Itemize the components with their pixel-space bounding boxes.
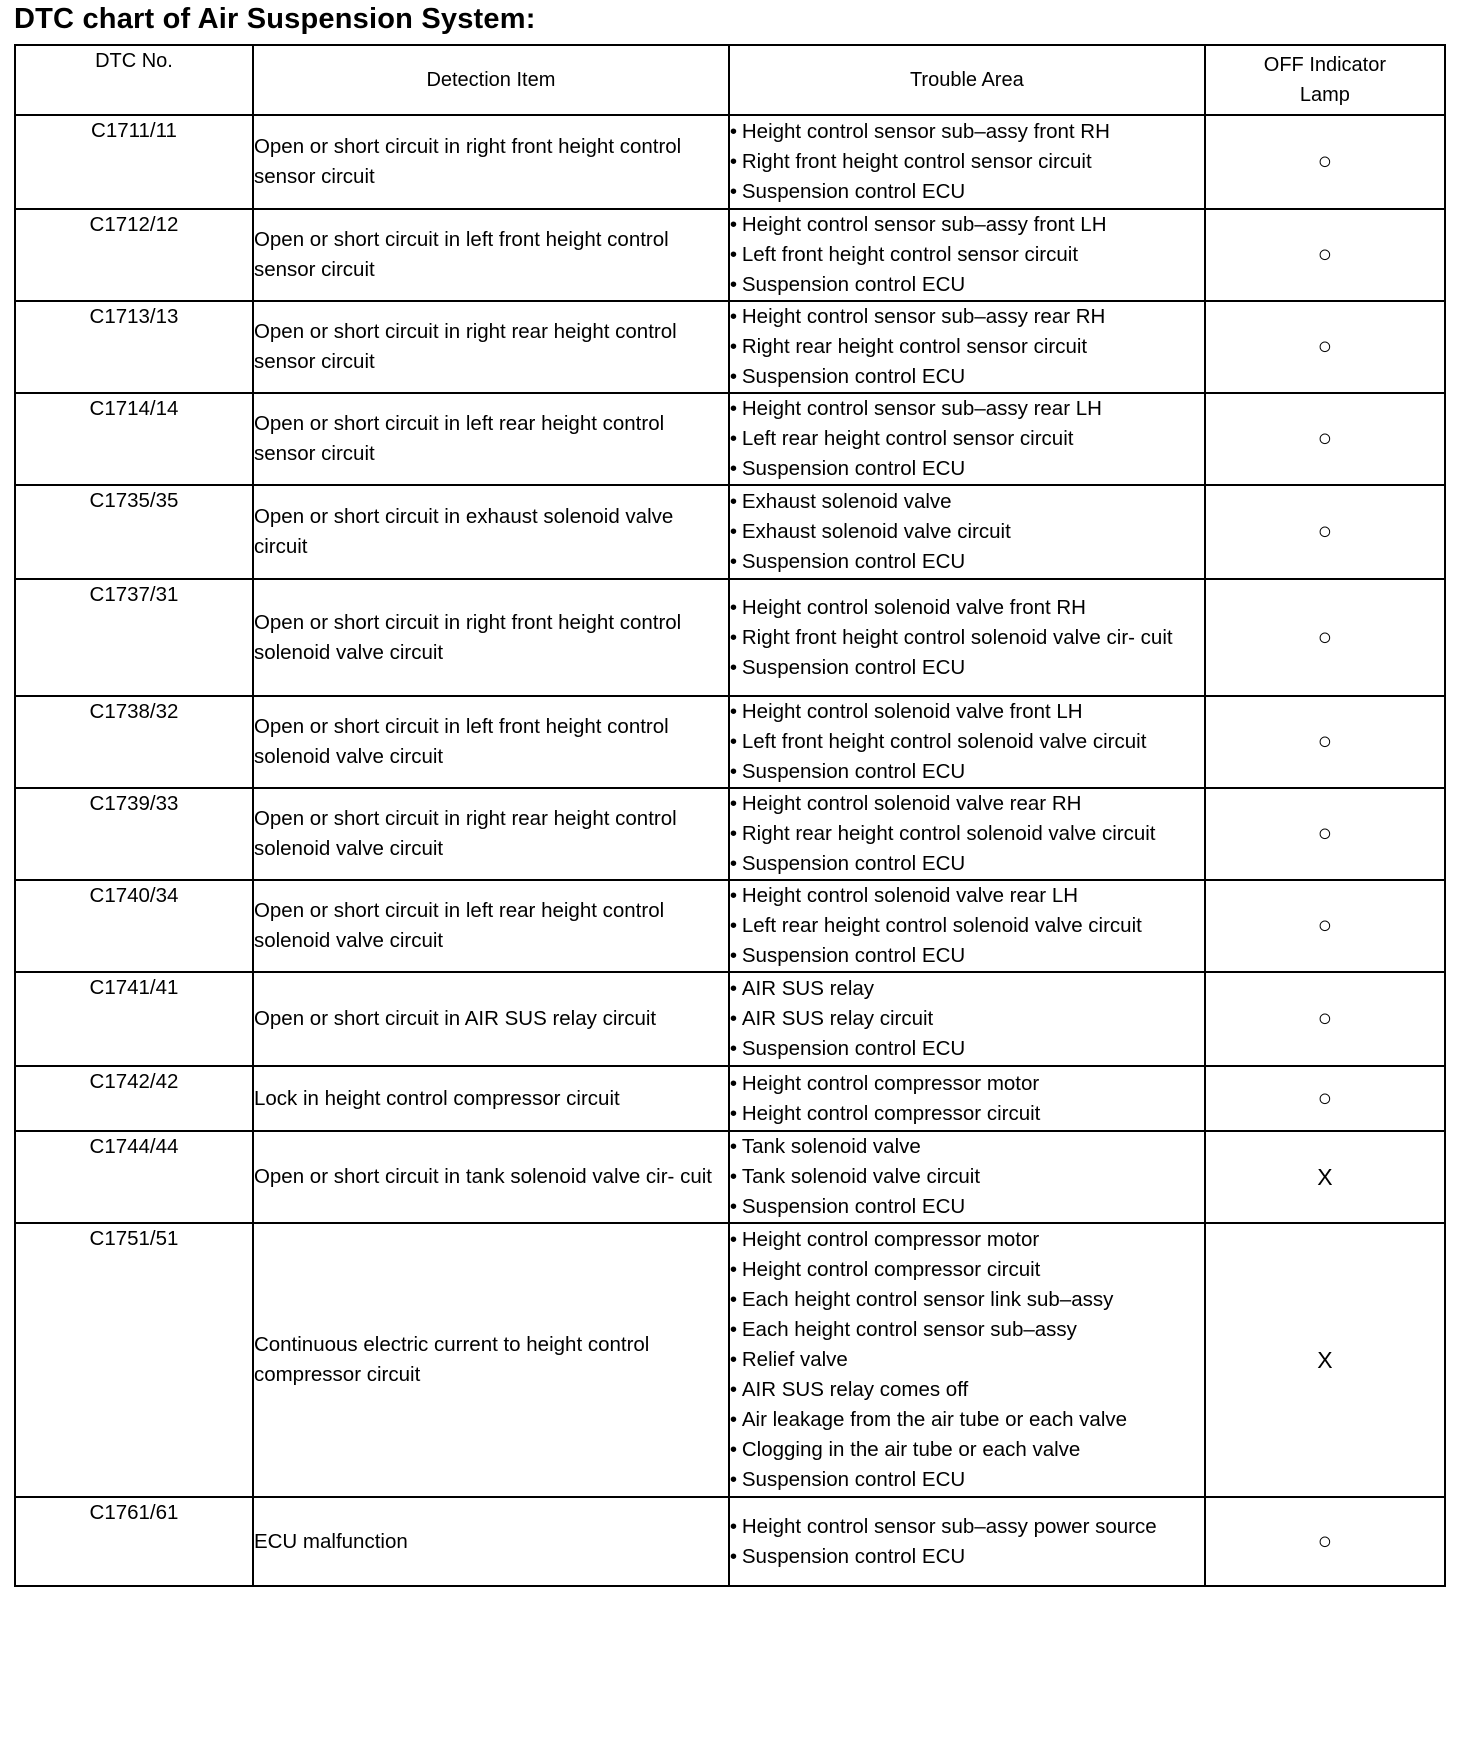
trouble-area-cell — [729, 972, 1205, 1066]
trouble-area-item: • Height control compressor motor — [730, 1225, 1204, 1255]
off-indicator-lamp-cell — [1205, 972, 1445, 1066]
table-row — [15, 115, 1445, 209]
lamp-off-x-mark: X — [1317, 1346, 1333, 1373]
trouble-area-cell — [729, 485, 1205, 579]
detection-item-cell: Open or short circuit in left front height control sensor circuit — [253, 209, 729, 301]
off-indicator-lamp-cell — [1205, 880, 1445, 972]
dtc-code-cell: C1737/31 — [15, 579, 253, 696]
detection-item-cell: Open or short circuit in tank solenoid valve cir- cuit — [253, 1131, 729, 1223]
trouble-area-list — [730, 210, 1204, 300]
trouble-area-cell — [729, 1223, 1205, 1497]
detection-item-cell: Open or short circuit in right rear height control solenoid valve circuit — [253, 788, 729, 880]
trouble-area-cell — [729, 1497, 1205, 1586]
lamp-on-circle-mark: ○ — [1317, 518, 1333, 545]
trouble-area-item: • Height control sensor sub–assy front LH — [730, 210, 1204, 240]
trouble-area-cell — [729, 209, 1205, 301]
trouble-area-item: • Each height control sensor link sub–assy — [730, 1285, 1204, 1315]
trouble-area-item: • Air leakage from the air tube or each valve — [730, 1405, 1204, 1435]
detection-item-cell: Open or short circuit in right front height control solenoid valve circuit — [253, 579, 729, 696]
header-off-indicator-lamp — [1205, 45, 1445, 115]
trouble-area-item: • Right rear height control solenoid valve circuit — [730, 819, 1204, 849]
off-indicator-lamp-cell — [1205, 579, 1445, 696]
trouble-area-item: • Height control sensor sub–assy front RH — [730, 117, 1204, 147]
header-detection-item: Detection Item — [253, 45, 729, 115]
trouble-area-item: • Right front height control sensor circuit — [730, 147, 1204, 177]
table-row — [15, 393, 1445, 485]
dtc-code-cell: C1739/33 — [15, 788, 253, 880]
table-row — [15, 1131, 1445, 1223]
page-title: DTC chart of Air Suspension System: — [14, 3, 536, 35]
dtc-code-cell: C1744/44 — [15, 1131, 253, 1223]
trouble-area-cell — [729, 1131, 1205, 1223]
trouble-area-item: • Height control solenoid valve front LH — [730, 697, 1204, 727]
lamp-on-circle-mark: ○ — [1317, 623, 1333, 651]
trouble-area-cell — [729, 579, 1205, 696]
off-indicator-lamp-cell — [1205, 696, 1445, 788]
dtc-code-cell: C1712/12 — [15, 209, 253, 301]
trouble-area-item: • Left front height control sensor circuit — [730, 240, 1204, 270]
trouble-area-list — [730, 1132, 1204, 1222]
trouble-area-cell — [729, 788, 1205, 880]
detection-item-cell: Lock in height control compressor circuit — [253, 1066, 729, 1131]
trouble-area-item: • AIR SUS relay circuit — [730, 1004, 1204, 1034]
trouble-area-item: • Height control compressor circuit — [730, 1255, 1204, 1285]
header-dtc-no: DTC No. — [15, 45, 253, 115]
table-row — [15, 1223, 1445, 1497]
lamp-on-circle-mark: ○ — [1317, 1084, 1333, 1112]
off-indicator-lamp-cell — [1205, 1223, 1445, 1497]
trouble-area-list — [730, 697, 1204, 787]
off-indicator-lamp-cell — [1205, 1497, 1445, 1586]
detection-item-cell: Open or short circuit in right front height control sensor circuit — [253, 115, 729, 209]
trouble-area-list — [730, 881, 1204, 971]
table-row — [15, 485, 1445, 579]
trouble-area-cell — [729, 880, 1205, 972]
detection-item-cell: Open or short circuit in left front height control solenoid valve circuit — [253, 696, 729, 788]
trouble-area-cell — [729, 696, 1205, 788]
header-row — [15, 45, 1445, 115]
detection-item-cell: Open or short circuit in AIR SUS relay circuit — [253, 972, 729, 1066]
lamp-on-circle-mark: ○ — [1317, 820, 1333, 847]
trouble-area-item: • Suspension control ECU — [730, 757, 1204, 787]
off-indicator-lamp-cell — [1205, 301, 1445, 393]
trouble-area-item: • Tank solenoid valve circuit — [730, 1162, 1204, 1192]
trouble-area-item: • Right front height control solenoid valve cir- cuit — [730, 623, 1204, 653]
table-row — [15, 972, 1445, 1066]
lamp-off-x-mark: X — [1317, 1163, 1333, 1190]
trouble-area-cell — [729, 301, 1205, 393]
trouble-area-list — [730, 974, 1204, 1064]
trouble-area-item: • Left rear height control sensor circuit — [730, 424, 1204, 454]
off-indicator-lamp-cell — [1205, 1131, 1445, 1223]
trouble-area-item: • Exhaust solenoid valve circuit — [730, 517, 1204, 547]
trouble-area-item: • Height control solenoid valve rear LH — [730, 881, 1204, 911]
trouble-area-item: • Each height control sensor sub–assy — [730, 1315, 1204, 1345]
trouble-area-list — [730, 1512, 1204, 1572]
trouble-area-item: • Suspension control ECU — [730, 1465, 1204, 1495]
trouble-area-item: • Suspension control ECU — [730, 454, 1204, 484]
trouble-area-item: • Height control compressor circuit — [730, 1099, 1204, 1129]
trouble-area-item: • Right rear height control sensor circuit — [730, 332, 1204, 362]
dtc-table-body — [15, 115, 1445, 1586]
trouble-area-cell — [729, 393, 1205, 485]
table-row — [15, 209, 1445, 301]
dtc-table — [14, 44, 1446, 1587]
table-row — [15, 788, 1445, 880]
trouble-area-list — [730, 394, 1204, 484]
trouble-area-list — [730, 593, 1204, 683]
lamp-on-circle-mark: ○ — [1317, 912, 1333, 939]
dtc-code-cell: C1738/32 — [15, 696, 253, 788]
dtc-code-cell: C1740/34 — [15, 880, 253, 972]
trouble-area-item: • Height control compressor motor — [730, 1069, 1204, 1099]
trouble-area-item: • Height control sensor sub–assy power source — [730, 1512, 1204, 1542]
lamp-on-circle-mark: ○ — [1317, 425, 1333, 452]
trouble-area-item: • Suspension control ECU — [730, 653, 1204, 683]
header-off-lamp-line1: OFF Indicator — [1263, 54, 1387, 76]
off-indicator-lamp-cell — [1205, 788, 1445, 880]
lamp-on-circle-mark: ○ — [1317, 1527, 1333, 1555]
off-indicator-lamp-cell — [1205, 1066, 1445, 1131]
lamp-on-circle-mark: ○ — [1317, 1005, 1333, 1032]
trouble-area-item: • Suspension control ECU — [730, 547, 1204, 577]
trouble-area-item: • Suspension control ECU — [730, 1542, 1204, 1572]
trouble-area-list — [730, 487, 1204, 577]
trouble-area-item: • Suspension control ECU — [730, 177, 1204, 207]
trouble-area-list — [730, 117, 1204, 207]
lamp-on-circle-mark: ○ — [1317, 148, 1333, 175]
dtc-code-cell: C1713/13 — [15, 301, 253, 393]
lamp-on-circle-mark: ○ — [1317, 241, 1333, 268]
trouble-area-item: • Left front height control solenoid valve circuit — [730, 727, 1204, 757]
table-row — [15, 1497, 1445, 1586]
lamp-on-circle-mark: ○ — [1317, 333, 1333, 360]
trouble-area-item: • Suspension control ECU — [730, 1034, 1204, 1064]
table-row — [15, 1066, 1445, 1131]
dtc-code-cell: C1742/42 — [15, 1066, 253, 1131]
detection-item-cell: Continuous electric current to height control compressor circuit — [253, 1223, 729, 1497]
detection-item-cell: Open or short circuit in exhaust solenoid valve circuit — [253, 485, 729, 579]
header-trouble-area: Trouble Area — [729, 45, 1205, 115]
header-off-lamp-line2: Lamp — [1299, 84, 1350, 106]
trouble-area-item: • Suspension control ECU — [730, 270, 1204, 300]
trouble-area-item: • Height control solenoid valve front RH — [730, 593, 1204, 623]
trouble-area-list — [730, 302, 1204, 392]
detection-item-cell: Open or short circuit in left rear height control sensor circuit — [253, 393, 729, 485]
dtc-code-cell: C1714/14 — [15, 393, 253, 485]
trouble-area-item: • Tank solenoid valve — [730, 1132, 1204, 1162]
trouble-area-item: • Height control solenoid valve rear RH — [730, 789, 1204, 819]
detection-item-cell: Open or short circuit in left rear height control solenoid valve circuit — [253, 880, 729, 972]
trouble-area-list — [730, 1225, 1204, 1495]
trouble-area-cell — [729, 1066, 1205, 1131]
trouble-area-item: • Suspension control ECU — [730, 1192, 1204, 1222]
dtc-code-cell: C1735/35 — [15, 485, 253, 579]
trouble-area-item: • AIR SUS relay comes off — [730, 1375, 1204, 1405]
trouble-area-item: • Left rear height control solenoid valve circuit — [730, 911, 1204, 941]
off-indicator-lamp-cell — [1205, 393, 1445, 485]
table-row — [15, 696, 1445, 788]
trouble-area-item: • Suspension control ECU — [730, 362, 1204, 392]
off-indicator-lamp-cell — [1205, 115, 1445, 209]
trouble-area-list — [730, 1069, 1204, 1129]
trouble-area-item: • Clogging in the air tube or each valve — [730, 1435, 1204, 1465]
dtc-code-cell: C1761/61 — [15, 1497, 253, 1586]
detection-item-cell: ECU malfunction — [253, 1497, 729, 1586]
trouble-area-item: • Height control sensor sub–assy rear LH — [730, 394, 1204, 424]
off-indicator-lamp-cell — [1205, 485, 1445, 579]
detection-item-cell: Open or short circuit in right rear height control sensor circuit — [253, 301, 729, 393]
trouble-area-item: • Suspension control ECU — [730, 941, 1204, 971]
table-row — [15, 579, 1445, 696]
trouble-area-list — [730, 789, 1204, 879]
trouble-area-item: • Relief valve — [730, 1345, 1204, 1375]
lamp-on-circle-mark: ○ — [1317, 728, 1333, 755]
trouble-area-item: • Suspension control ECU — [730, 849, 1204, 879]
trouble-area-item: • Exhaust solenoid valve — [730, 487, 1204, 517]
trouble-area-cell — [729, 115, 1205, 209]
dtc-code-cell: C1741/41 — [15, 972, 253, 1066]
table-row — [15, 301, 1445, 393]
dtc-code-cell: C1711/11 — [15, 115, 253, 209]
trouble-area-item: • AIR SUS relay — [730, 974, 1204, 1004]
table-row — [15, 880, 1445, 972]
trouble-area-item: • Height control sensor sub–assy rear RH — [730, 302, 1204, 332]
dtc-code-cell: C1751/51 — [15, 1223, 253, 1497]
off-indicator-lamp-cell — [1205, 209, 1445, 301]
